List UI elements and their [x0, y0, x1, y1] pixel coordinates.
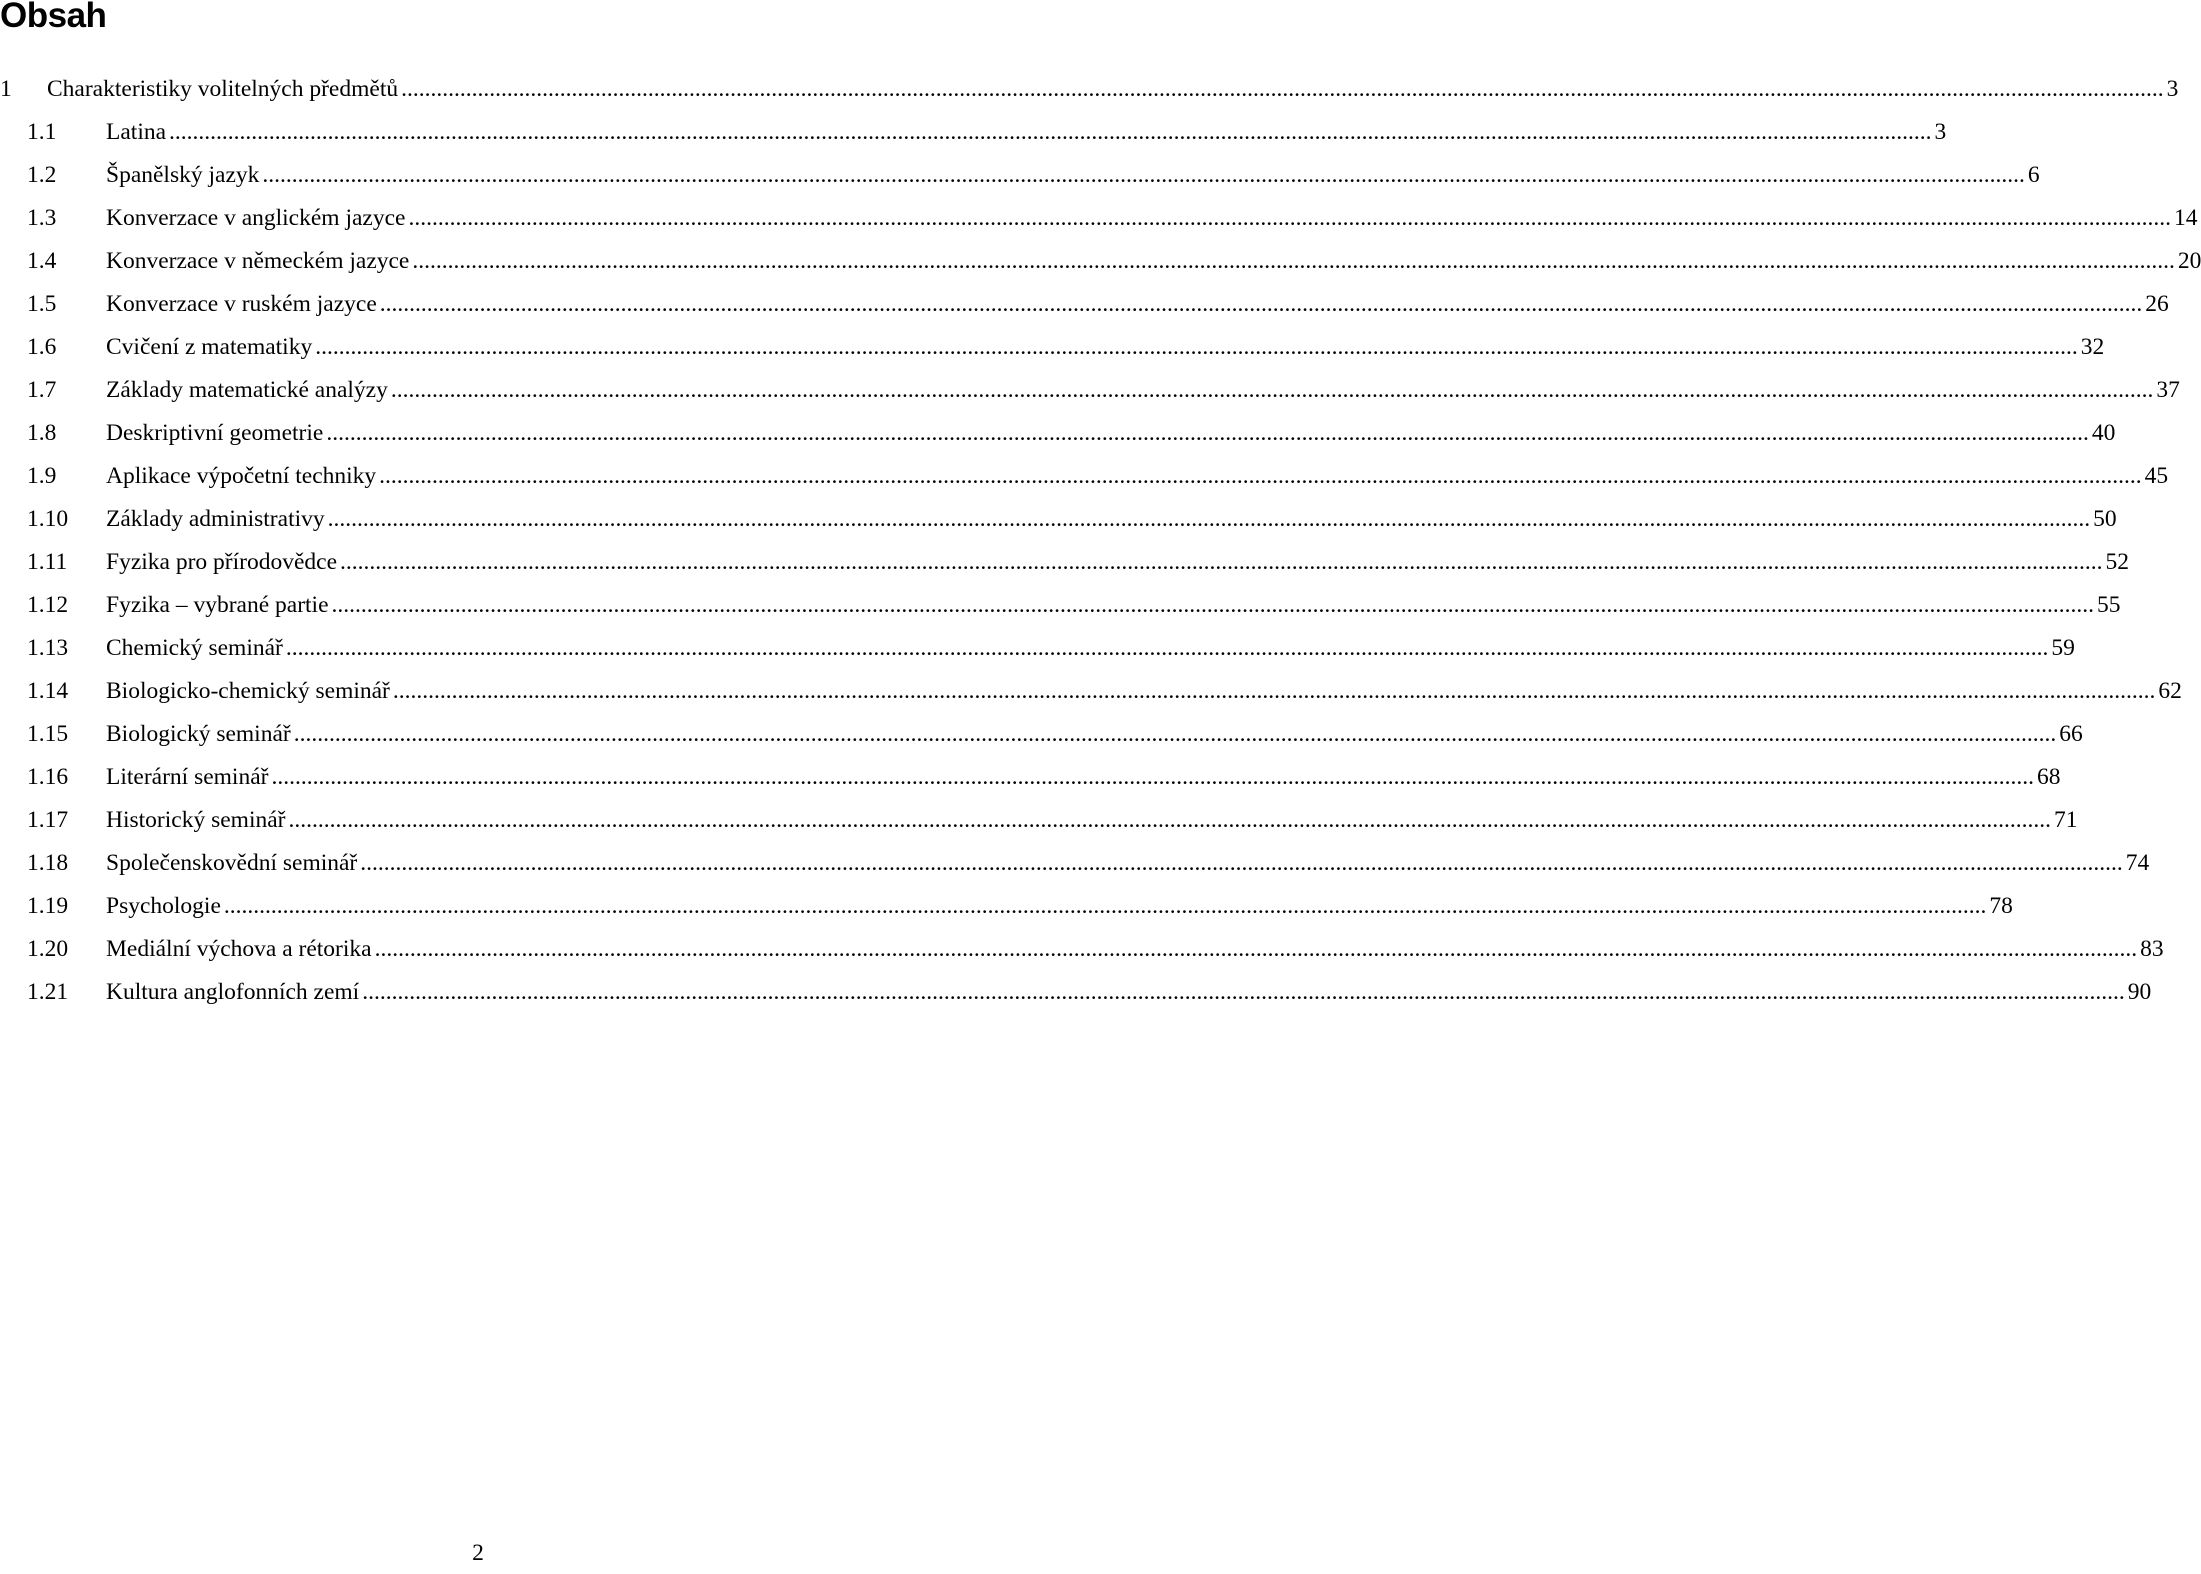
dot-leader: ............................................................................................................................................................................................................................................................................................................	[327, 506, 2091, 532]
toc-entry-label: Aplikace výpočetní techniky	[106, 463, 377, 489]
toc-entry-page: 59	[2051, 635, 2075, 661]
dot-leader: ............................................................................................................................................................................................................................................................................................................	[285, 635, 2049, 661]
dot-leader: ............................................................................................................................................................................................................................................................................................................	[392, 678, 2156, 704]
toc-entry-number: 1	[0, 76, 12, 102]
toc-entry-number: 1.5	[27, 291, 57, 317]
toc-entry-number: 1.9	[27, 463, 57, 489]
toc-entry[interactable]	[0, 584, 2121, 627]
dot-leader: ............................................................................................................................................................................................................................................................................................................	[169, 119, 1932, 145]
toc-entry[interactable]	[0, 326, 2105, 369]
dot-leader: ............................................................................................................................................................................................................................................................................................................	[315, 334, 2078, 360]
toc-entry-label: Fyzika – vybrané partie	[106, 592, 329, 618]
toc-entry[interactable]	[0, 799, 2078, 842]
toc-entry-page: 40	[2091, 420, 2116, 446]
toc-entry-page: 74	[2125, 850, 2150, 876]
toc-entry[interactable]	[0, 541, 2130, 584]
toc-entry-number: 1.14	[27, 678, 69, 704]
toc-entry-page: 26	[2145, 291, 2169, 317]
table-of-contents	[0, 68, 2201, 1014]
toc-entry-label: Deskriptivní geometrie	[106, 420, 324, 446]
toc-entry[interactable]	[0, 369, 2180, 412]
toc-entry[interactable]	[0, 197, 2198, 240]
toc-entry-number: 1.17	[27, 807, 69, 833]
toc-entry-label: Literární seminář	[106, 764, 269, 790]
toc-entry-page: 52	[2105, 549, 2130, 575]
dot-leader: ............................................................................................................................................................................................................................................................................................................	[401, 76, 2164, 102]
toc-entry-label: Základy matematické analýzy	[106, 377, 388, 403]
page-number: 2	[472, 1540, 484, 1566]
toc-entry-page: 68	[2036, 764, 2061, 790]
toc-entry-page: 14	[2173, 205, 2198, 231]
toc-entry[interactable]	[0, 111, 1947, 154]
toc-entry-label: Psychologie	[106, 893, 221, 919]
toc-entry-page: 45	[2144, 463, 2169, 489]
dot-leader: ............................................................................................................................................................................................................................................................................................................	[326, 420, 2089, 446]
dot-leader: ............................................................................................................................................................................................................................................................................................................	[293, 721, 2057, 747]
toc-entry-label: Konverzace v ruském jazyce	[106, 291, 377, 317]
toc-entry[interactable]	[0, 283, 2169, 326]
toc-entry-label: Konverzace v anglickém jazyce	[106, 205, 406, 231]
toc-entry-label: Latina	[106, 119, 167, 145]
toc-entry-label: Charakteristiky volitelných předmětů	[47, 76, 399, 102]
toc-entry[interactable]	[0, 455, 2169, 498]
dot-leader: ............................................................................................................................................................................................................................................................................................................	[271, 764, 2034, 790]
toc-entry-label: Biologicko-chemický seminář	[106, 678, 390, 704]
toc-entry-number: 1.10	[27, 506, 69, 532]
toc-entry-label: Mediální výchova a rétorika	[106, 936, 372, 962]
dot-leader: ............................................................................................................................................................................................................................................................................................................	[262, 162, 2025, 188]
toc-entry[interactable]	[0, 670, 2182, 713]
dot-leader: ............................................................................................................................................................................................................................................................................................................	[374, 936, 2138, 962]
dot-leader: ............................................................................................................................................................................................................................................................................................................	[331, 592, 2095, 618]
toc-entry-label: Historický seminář	[106, 807, 286, 833]
toc-entry-page: 62	[2158, 678, 2182, 704]
toc-entry-number: 1.1	[27, 119, 57, 145]
toc-entry[interactable]	[0, 498, 2117, 541]
toc-entry-page: 32	[2080, 334, 2105, 360]
toc-entry-page: 66	[2059, 721, 2083, 747]
toc-entry-page: 20	[2177, 248, 2201, 274]
toc-entry-label: Fyzika pro přírodovědce	[106, 549, 338, 575]
toc-entry-page: 90	[2127, 979, 2152, 1005]
toc-entry-number: 1.16	[27, 764, 69, 790]
dot-leader: ............................................................................................................................................................................................................................................................................................................	[412, 248, 2175, 274]
toc-entry-label: Konverzace v německém jazyce	[106, 248, 410, 274]
toc-entry[interactable]	[0, 885, 2013, 928]
dot-leader: ............................................................................................................................................................................................................................................................................................................	[379, 463, 2142, 489]
toc-entry-number: 1.3	[27, 205, 57, 231]
toc-entry[interactable]	[0, 154, 2040, 197]
toc-entry-number: 1.13	[27, 635, 69, 661]
toc-entry-number: 1.2	[27, 162, 57, 188]
toc-entry-page: 83	[2140, 936, 2164, 962]
toc-entry-number: 1.6	[27, 334, 57, 360]
dot-leader: ............................................................................................................................................................................................................................................................................................................	[360, 850, 2123, 876]
toc-entry[interactable]	[0, 627, 2075, 670]
toc-entry[interactable]	[0, 842, 2150, 885]
toc-entry-page: 78	[1989, 893, 2013, 919]
toc-entry-number: 1.19	[27, 893, 69, 919]
toc-entry[interactable]	[0, 412, 2116, 455]
toc-entry-number: 1.8	[27, 420, 57, 446]
page-title: Obsah	[0, 0, 107, 35]
toc-entry-number: 1.21	[27, 979, 69, 1005]
toc-entry-page: 37	[2156, 377, 2180, 403]
toc-entry-label: Biologický seminář	[106, 721, 291, 747]
toc-entry[interactable]	[0, 756, 2061, 799]
dot-leader: ............................................................................................................................................................................................................................................................................................................	[390, 377, 2154, 403]
toc-entry-page: 6	[2027, 162, 2040, 188]
dot-leader: ............................................................................................................................................................................................................................................................................................................	[288, 807, 2051, 833]
toc-entry-number: 1.15	[27, 721, 69, 747]
dot-leader: ............................................................................................................................................................................................................................................................................................................	[379, 291, 2143, 317]
toc-entry[interactable]	[0, 971, 2152, 1014]
dot-leader: ............................................................................................................................................................................................................................................................................................................	[340, 549, 2103, 575]
dot-leader: ............................................................................................................................................................................................................................................................................................................	[362, 979, 2125, 1005]
toc-entry-label: Španělský jazyk	[106, 162, 260, 188]
toc-entry-number: 1.4	[27, 248, 57, 274]
toc-entry[interactable]	[0, 713, 2083, 756]
toc-entry[interactable]	[0, 68, 2179, 111]
toc-entry-label: Společenskovědní seminář	[106, 850, 358, 876]
toc-entry-page: 3	[2166, 76, 2179, 102]
dot-leader: ............................................................................................................................................................................................................................................................................................................	[408, 205, 2171, 231]
toc-entry-page: 55	[2097, 592, 2121, 618]
toc-entry-label: Kultura anglofonních zemí	[106, 979, 360, 1005]
toc-entry-label: Chemický seminář	[106, 635, 283, 661]
toc-entry-number: 1.12	[27, 592, 69, 618]
toc-entry-number: 1.11	[27, 549, 68, 575]
toc-entry-number: 1.20	[27, 936, 69, 962]
toc-entry[interactable]	[0, 240, 2201, 283]
dot-leader: ............................................................................................................................................................................................................................................................................................................	[223, 893, 1987, 919]
toc-entry-number: 1.7	[27, 377, 57, 403]
toc-entry-label: Cvičení z matematiky	[106, 334, 313, 360]
toc-entry-label: Základy administrativy	[106, 506, 325, 532]
toc-entry-page: 71	[2053, 807, 2078, 833]
toc-entry-page: 50	[2093, 506, 2117, 532]
toc-entry-page: 3	[1934, 119, 1947, 145]
toc-entry-number: 1.18	[27, 850, 69, 876]
toc-entry[interactable]	[0, 928, 2164, 971]
